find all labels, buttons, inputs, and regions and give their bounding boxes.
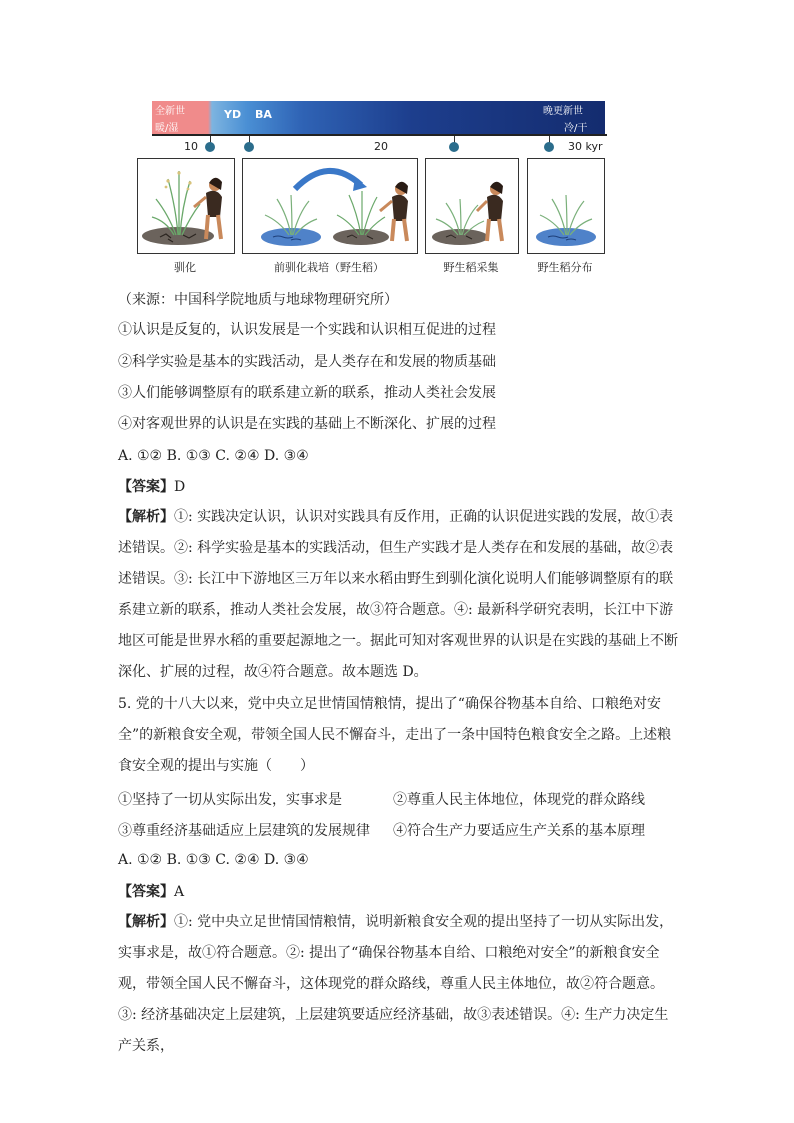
panel-caption-pre-domestication: 前驯化栽培（野生稻） xyxy=(274,261,384,274)
tick-label-20: 20 xyxy=(374,140,388,153)
q5-analysis xyxy=(118,907,678,1062)
q4-answer xyxy=(118,479,185,495)
rice-domestication-figure xyxy=(136,99,606,279)
panel-wild-distribution xyxy=(527,158,605,254)
source-note: （来源：中国科学院地质与地球物理研究所） xyxy=(118,292,398,308)
q5-stem: 5. 党的十八大以来，党中央立足世情国情粮情，提出了“确保谷物基本自给、口粮绝对安全”的新粮食安全观，带领全国人民不懈奋斗，走出了一条中国特色粮食安全之路。上述粮食安全观的提出与实施（ ） xyxy=(118,696,672,774)
q4-statement-4: ④对客观世界的认识是在实践的基础上不断深化、扩展的过程 xyxy=(118,416,496,432)
analysis-text: ①: 实践决定认识，认识对实践具有反作用，正确的认识促进实践的发展，故①表述错误。②: 科学实验是基本的实践活动，但生产实践才是人类存在和发展的基础，故②表述错误。③: 长江中下游地区三万年以来水稻由野生到驯化演化说明人们能够调整原有的联系建立新的联系，推动人类社会发展，故③符合题意。④: 最新科学研究表明，长江中下游地区可能是世界水稻的重要起源地之一。据此可知对客观世界的认识是在实践的基础上不断深化、扩展的过程，故④符合题意。故本题选 D。 xyxy=(118,509,678,680)
tick-label-30kyr: 30 kyr xyxy=(568,140,603,153)
q4-options: A. ①② B. ①③ C. ②④ D. ③④ xyxy=(118,448,309,464)
q5-answer xyxy=(118,884,184,900)
panel-pre-domestication xyxy=(242,158,418,254)
timeline-axis xyxy=(152,134,607,136)
panel-caption-wild-collection: 野生稻采集 xyxy=(443,261,499,274)
timeline-marker xyxy=(205,142,215,152)
timeline-marker xyxy=(244,142,254,152)
pleistocene-climate-label: 冷/干 xyxy=(564,123,588,134)
q4-analysis xyxy=(118,502,678,688)
q5-statement-1: ①坚持了一切从实际出发，实事求是 xyxy=(118,792,342,808)
ba-label: BA xyxy=(255,108,272,121)
tick-label-10: 10 xyxy=(184,140,198,153)
panel-caption-domestication: 驯化 xyxy=(174,261,196,274)
q5-statement-4: ④符合生产力要适应生产关系的基本原理 xyxy=(393,823,645,839)
pleistocene-label: 晚更新世 xyxy=(543,106,583,117)
holocene-label: 全新世 xyxy=(155,106,185,117)
q4-statement-3: ③人们能够调整原有的联系建立新的联系，推动人类社会发展 xyxy=(118,385,496,401)
climate-timeline-bar xyxy=(152,101,605,135)
q5-options: A. ①② B. ①③ C. ②④ D. ③④ xyxy=(118,852,309,868)
timeline-marker xyxy=(544,142,554,152)
analysis-label: 【解析】 xyxy=(118,509,174,525)
panel-wild-collection xyxy=(425,158,519,254)
answer-value: D xyxy=(174,479,186,495)
holocene-climate-label: 暖/湿 xyxy=(155,123,179,134)
q4-statement-1: ①认识是反复的，认识发展是一个实践和认识相互促进的过程 xyxy=(118,322,496,338)
panel-domestication xyxy=(137,158,235,254)
analysis-text: ①: 党中央立足世情国情粮情，说明新粮食安全观的提出坚持了一切从实际出发，实事求是，故①符合题意。②: 提出了“确保谷物基本自给、口粮绝对安全”的新粮食安全观，带领全国人民不懈奋斗，这体现党的群众路线，尊重人民主体地位，故②符合题意。③: 经济基础决定上层建筑，上层建筑要适应经济基础，故③表述错误。④: 生产力决定生产关系， xyxy=(118,914,674,1054)
analysis-label: 【解析】 xyxy=(118,914,174,930)
q5-statement-2: ②尊重人民主体地位，体现党的群众路线 xyxy=(393,792,645,808)
q4-statement-2: ②科学实验是基本的实践活动，是人类存在和发展的物质基础 xyxy=(118,354,496,370)
q5-statement-3: ③尊重经济基础适应上层建筑的发展规律 xyxy=(118,823,370,839)
panel-caption-wild-distribution: 野生稻分布 xyxy=(537,261,593,274)
yd-label: YD xyxy=(224,108,242,121)
answer-label: 【答案】 xyxy=(118,479,174,495)
answer-value: A xyxy=(174,884,185,900)
timeline-marker xyxy=(449,142,459,152)
answer-label: 【答案】 xyxy=(118,884,174,900)
